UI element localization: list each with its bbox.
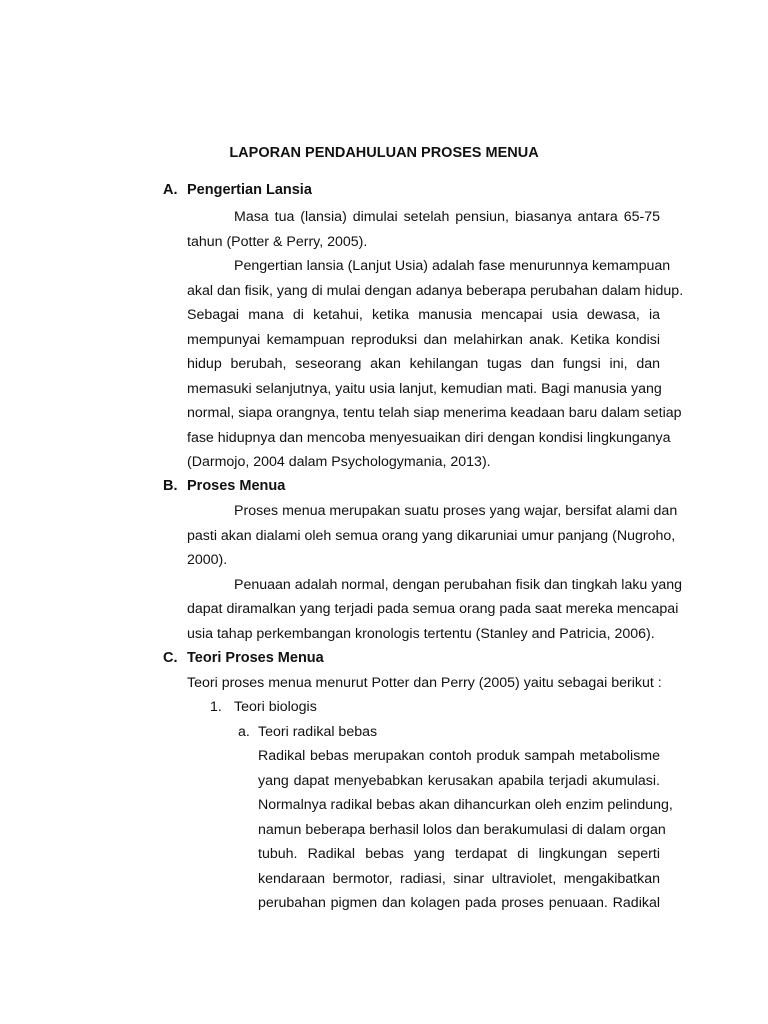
- section-c-heading: [163, 650, 324, 666]
- paragraph-line: fase hidupnya dan mencoba menyesuaikan diri dengan kondisi lingkunganya: [187, 430, 671, 446]
- section-b-heading: [163, 478, 285, 494]
- paragraph-line: (Darmojo, 2004 dalam Psychologymania, 2013).: [187, 454, 491, 470]
- section-a-title: Pengertian Lansia: [187, 182, 312, 198]
- document-title: LAPORAN PENDAHULUAN PROSES MENUA: [229, 145, 539, 161]
- paragraph-line: Penuaan adalah normal, dengan perubahan fisik dan tingkah laku yang: [234, 577, 683, 593]
- list-item-a-label: Teori radikal bebas: [258, 724, 378, 740]
- paragraph-line: Radikal bebas merupakan contoh produk sampah metabolisme: [258, 748, 660, 764]
- paragraph-line: memasuki selanjutnya, yaitu usia lanjut, kemudian mati. Bagi manusia yang: [187, 381, 662, 397]
- paragraph-line: hidup berubah, seseorang akan kehilangan tugas dan fungsi ini, dan: [187, 356, 660, 372]
- paragraph-line: Masa tua (lansia) dimulai setelah pensiun, biasanya antara 65-75: [234, 209, 660, 225]
- section-b-letter: B.: [163, 478, 178, 494]
- paragraph-line: usia tahap perkembangan kronologis tertentu (Stanley and Patricia, 2006).: [187, 626, 655, 642]
- paragraph-line: mempunyai kemampuan reproduksi dan melahirkan anak. Ketika kondisi: [187, 332, 660, 348]
- section-b-title: Proses Menua: [187, 478, 286, 494]
- paragraph-line: kendaraan bermotor, radiasi, sinar ultraviolet, mengakibatkan: [258, 871, 660, 887]
- paragraph-line: Sebagai mana di ketahui, ketika manusia mencapai usia dewasa, ia: [187, 307, 660, 323]
- section-a-heading: [163, 182, 312, 198]
- section-c-title: Teori Proses Menua: [187, 650, 324, 666]
- paragraph-line: Normalnya radikal bebas akan dihancurkan oleh enzim pelindung,: [258, 797, 673, 813]
- paragraph-line: Pengertian lansia (Lanjut Usia) adalah fase menurunnya kemampuan: [234, 258, 671, 274]
- paragraph-line: pasti akan dialami oleh semua orang yang dikaruniai umur panjang (Nugroho,: [187, 528, 676, 544]
- list-item-1-number: 1.: [210, 699, 222, 715]
- paragraph-line: 2000).: [187, 552, 228, 568]
- section-a-letter: A.: [163, 182, 178, 198]
- section-c-intro: Teori proses menua menurut Potter dan Perry (2005) yaitu sebagai berikut :: [187, 675, 662, 691]
- paragraph-line: normal, siapa orangnya, tentu telah siap menerima keadaan baru dalam setiap: [187, 405, 682, 421]
- list-item-a-letter: a.: [238, 724, 250, 740]
- paragraph-line: perubahan pigmen dan kolagen pada proses penuaan. Radikal: [258, 895, 660, 911]
- paragraph-line: dapat diramalkan yang terjadi pada semua orang pada saat mereka mencapai: [187, 601, 679, 617]
- section-c-letter: C.: [163, 650, 178, 666]
- paragraph-line: akal dan fisik, yang di mulai dengan adanya beberapa perubahan dalam hidup.: [187, 283, 684, 299]
- paragraph-line: namun beberapa berhasil lolos dan berakumulasi di dalam organ: [258, 822, 666, 838]
- paragraph-line: tahun (Potter & Perry, 2005).: [187, 234, 368, 250]
- list-item-1-label: Teori biologis: [234, 699, 317, 715]
- paragraph-line: yang dapat menyebabkan kerusakan apabila terjadi akumulasi.: [258, 773, 660, 789]
- paragraph-line: Proses menua merupakan suatu proses yang wajar, bersifat alami dan: [234, 503, 678, 519]
- paragraph-line: tubuh. Radikal bebas yang terdapat di lingkungan seperti: [258, 846, 660, 862]
